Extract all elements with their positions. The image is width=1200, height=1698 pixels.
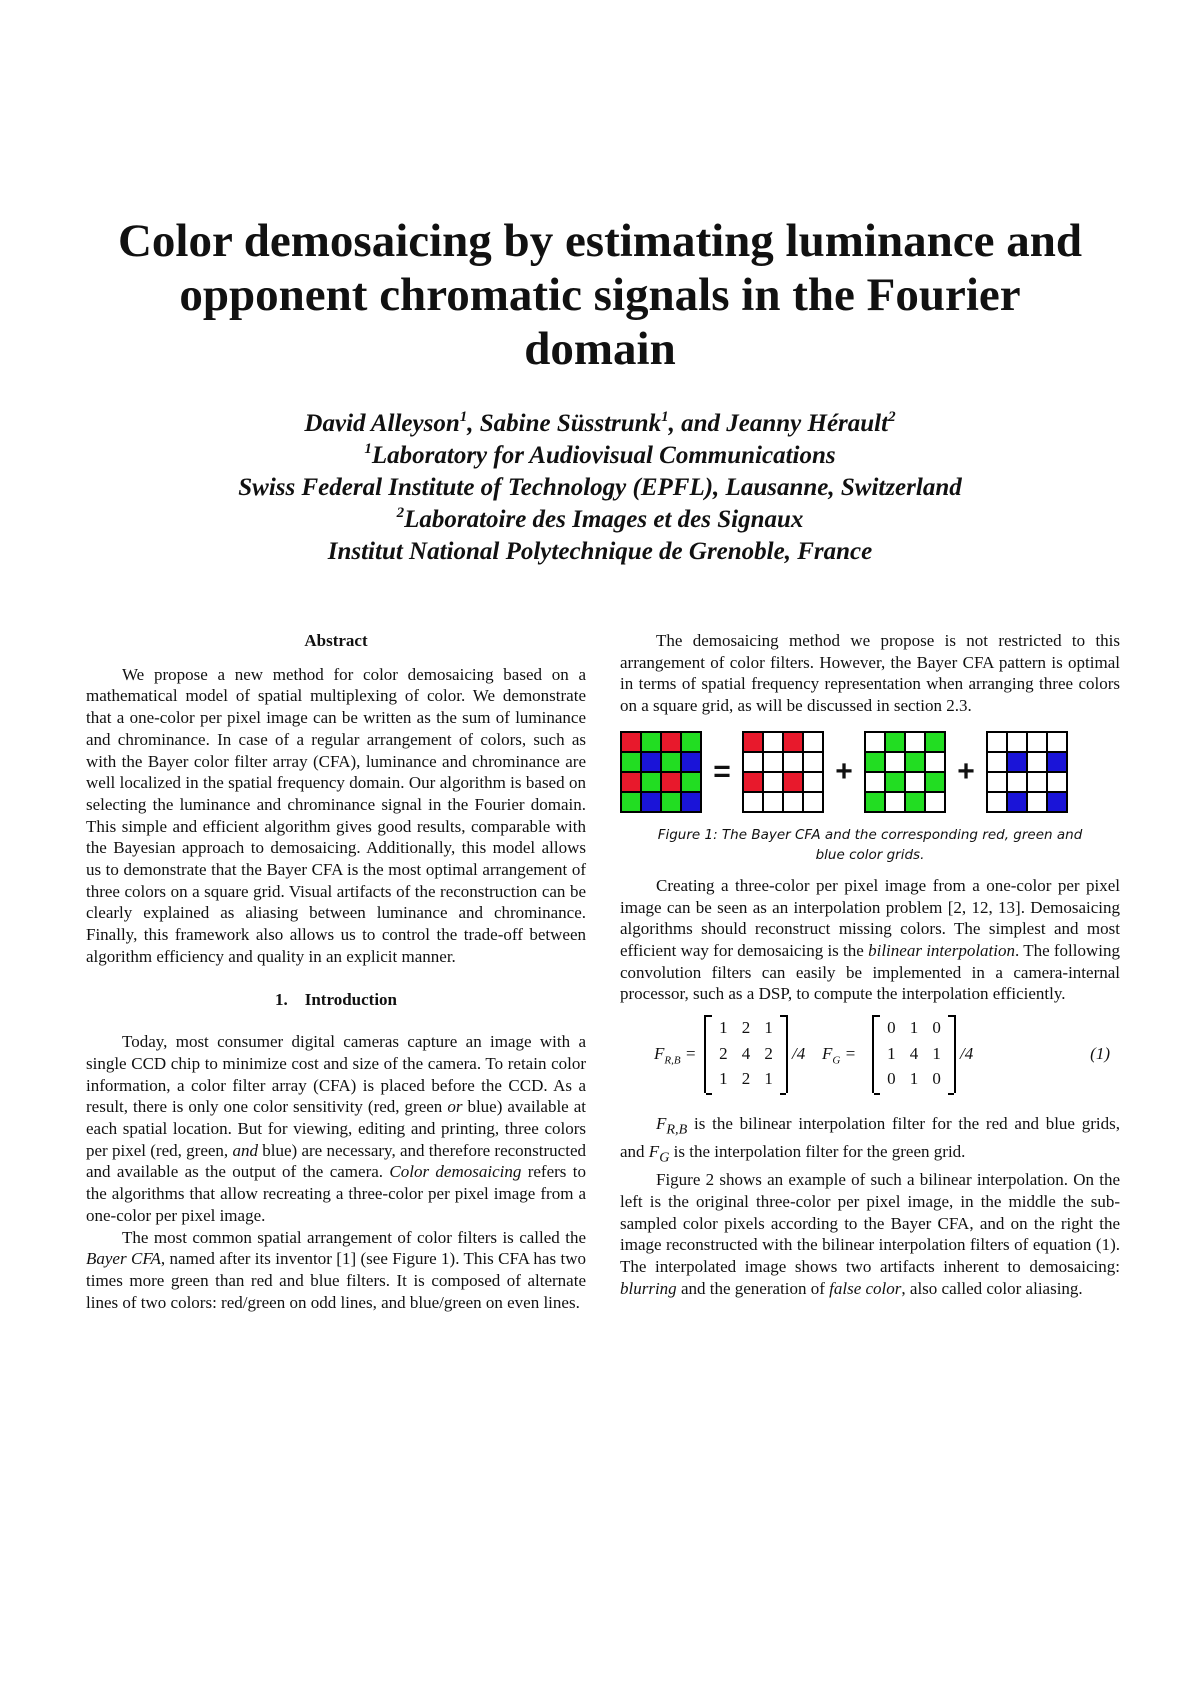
author-1-sup: 1 xyxy=(459,409,468,425)
cfa-cell-empty xyxy=(925,752,945,772)
affiliation-1-name: Laboratory for Audiovisual Communications xyxy=(371,442,836,469)
cfa-cell-empty xyxy=(763,752,783,772)
cfa-cell-empty xyxy=(1047,732,1067,752)
cfa-cell-green xyxy=(661,752,681,772)
author-3-sup: 2 xyxy=(888,409,896,425)
author-block xyxy=(80,408,1120,568)
abstract-text: We propose a new method for color demosaicing based on a mathematical model of spatial multiplexing of color. We demonstrate that a one-color per pixel image can be written as the sum of luminance and chrominance. In case of a regular arrangement of colors, such as with the Bayer color filter array (CFA), luminance and chrominance are well localized in the spatial frequency domain. Our algorithm is based on selecting the luminance and chrominance signal in the Fourier domain. This simple and efficient algorithm gives good results, comparable with the Bayesian approach to demosaicing. Additionally, this model allows us to demonstrate that the Bayer CFA is the most optimal arrangement of three colors on a square grid. Visual artifacts of the reconstruction can be clearly explained as aliasing between luminance and chrominance. Finally, this framework also allows us to control the trade-off between algorithm efficiency and quality in an explicit manner. xyxy=(86,664,586,966)
cfa-cell-blue xyxy=(1007,752,1027,772)
intro-paragraph-1: Today, most consumer digital cameras capture an image with a single CCD chip to minimize cost and size of the camera. To retain color information, a color filter array (CFA) is placed before the CCD. As a result, there is only one color sensitivity (red, green or blue) available at each spatial location. But for viewing, editing and printing, three colors per pixel (red, green, and blue) are necessary, and therefore reconstructed and available as the output of the camera. Color demosaicing refers to the algorithms that allow recreating a three-color per pixel image from a one-color per pixel image. xyxy=(86,1032,586,1225)
frb-label: $F_{R,B}$ = xyxy=(654,1044,697,1067)
cfa-cell-green xyxy=(905,792,925,812)
cfa-cell-empty xyxy=(743,752,763,772)
matrix-cell: 1 xyxy=(764,1018,773,1038)
matrix-cell: 1 xyxy=(719,1069,728,1089)
cfa-cell-red xyxy=(661,772,681,792)
cfa-cell-red xyxy=(661,732,681,752)
affiliation-1b: Swiss Federal Institute of Technology (EPFL), Lausanne, Switzerland xyxy=(238,474,962,501)
matrix-g-divisor: /4 xyxy=(960,1044,974,1064)
cfa-cell-empty xyxy=(865,732,885,752)
cfa-cell-empty xyxy=(865,772,885,792)
cfa-cell-empty xyxy=(1007,772,1027,792)
right-column xyxy=(620,630,1120,1299)
cfa-cell-green xyxy=(641,772,661,792)
cfa-cell-red xyxy=(783,772,803,792)
cfa-cell-empty xyxy=(763,772,783,792)
matrix-cell: 0 xyxy=(932,1069,941,1089)
equation-number: (1) xyxy=(1090,1044,1110,1064)
cfa-cell-empty xyxy=(783,792,803,812)
cfa-cell-red xyxy=(621,732,641,752)
equals-sign: = xyxy=(713,754,731,788)
cfa-cell-empty xyxy=(925,792,945,812)
author-2-sup: 1 xyxy=(661,409,669,425)
matrix-cell: 1 xyxy=(764,1069,773,1089)
cfa-cell-green xyxy=(621,752,641,772)
cfa-cell-empty xyxy=(803,752,823,772)
cfa-cell-blue xyxy=(1047,752,1067,772)
affiliation-2-name: Laboratoire des Images et des Signaux xyxy=(404,506,804,533)
cfa-cell-empty xyxy=(1027,772,1047,792)
matrix-cell: 4 xyxy=(741,1043,751,1063)
cfa-cell-empty xyxy=(885,792,905,812)
cfa-cell-empty xyxy=(803,732,823,752)
right-paragraph-1: The demosaicing method we propose is not restricted to this arrangement of color filters. However, the Bayer CFA pattern is optimal in terms of spatial frequency representation when arranging three colors on a square grid, as will be discussed in section 2.3. xyxy=(620,631,1120,716)
right-paragraph-4: Figure 2 shows an example of such a bilinear interpolation. On the left is the original three-color per pixel image, in the middle the sub-sampled color pixels according to the Bayer CFA, and on the right the image reconstructed with the bilinear interpolation filters of equation (1). The interpolated image shows two artifacts inherent to demosaicing: blurring and the generation of false color, also called color aliasing. xyxy=(620,1170,1120,1298)
matrix-cell: 2 xyxy=(764,1043,773,1063)
bayer-cfa-grid xyxy=(620,731,702,813)
cfa-cell-blue xyxy=(1047,792,1067,812)
matrix-cell: 2 xyxy=(741,1069,751,1089)
introduction-heading: 1. Introduction xyxy=(274,989,397,1009)
cfa-cell-empty xyxy=(987,752,1007,772)
cfa-cell-green xyxy=(641,732,661,752)
cfa-cell-red xyxy=(783,732,803,752)
paper-title xyxy=(80,214,1120,376)
matrix-cell: 4 xyxy=(909,1043,919,1063)
matrix-cell: 1 xyxy=(932,1043,941,1063)
author-2: , Sabine Süsstrunk xyxy=(467,410,662,437)
right-paragraph-3: $F_{R,B}$ is the bilinear interpolation filter for the red and blue grids, and $F_G$ is the interpolation filter for the green grid. xyxy=(620,1114,1120,1166)
cfa-cell-green xyxy=(905,752,925,772)
cfa-cell-green xyxy=(885,732,905,752)
cfa-cell-empty xyxy=(763,732,783,752)
equation-1 xyxy=(620,1015,1120,1101)
right-paragraph-2: Creating a three-color per pixel image from a one-color per pixel image can be seen as an interpolation problem [2, 12, 13]. Demosaicing algorithms should reconstruct missing colors. The simplest and most efficient way for demosaicing is the bilinear interpolation. The following convolution filters can easily be implemented in a camera-internal processor, such as a DSP, to compute the interpolation efficiently. xyxy=(620,875,1120,1004)
title-line-3: domain xyxy=(524,323,676,375)
cfa-cell-red xyxy=(743,772,763,792)
caption-line-2: blue color grids. xyxy=(815,846,925,863)
abstract-heading: Abstract xyxy=(304,631,368,650)
cfa-cell-blue xyxy=(641,752,661,772)
matrix-cell: 2 xyxy=(719,1043,728,1063)
matrix-g xyxy=(872,1015,956,1093)
matrix-cell: 1 xyxy=(887,1043,896,1063)
intro-paragraph-2: The most common spatial arrangement of color filters is called the Bayer CFA, named after its inventor [1] (see Figure 1). This CFA has two times more green than red and blue filters. It is composed of alternate lines of two colors: red/green on odd lines, and blue/green on even lines. xyxy=(86,1227,586,1312)
author-line xyxy=(80,408,1120,440)
cfa-cell-empty xyxy=(1047,772,1067,792)
cfa-cell-empty xyxy=(987,792,1007,812)
matrix-cell: 2 xyxy=(741,1018,751,1038)
cfa-cell-red xyxy=(621,772,641,792)
affiliation-2b: Institut National Polytechnique de Grenoble, France xyxy=(327,538,873,565)
cfa-cell-empty xyxy=(783,752,803,772)
matrix-cell: 0 xyxy=(887,1018,896,1038)
fg-label: $F_G$ = xyxy=(822,1044,857,1067)
affiliation-1 xyxy=(80,440,1120,472)
cfa-cell-red xyxy=(743,732,763,752)
blue-grid xyxy=(986,731,1068,813)
cfa-cell-empty xyxy=(1007,732,1027,752)
cfa-cell-green xyxy=(681,732,701,752)
matrix-cell: 0 xyxy=(932,1018,941,1038)
cfa-cell-green xyxy=(885,772,905,792)
cfa-cell-green xyxy=(661,792,681,812)
cfa-cell-green xyxy=(865,752,885,772)
author-3: , and Jeanny Hérault xyxy=(668,410,889,437)
cfa-cell-empty xyxy=(1027,752,1047,772)
red-grid xyxy=(742,731,824,813)
green-grid xyxy=(864,731,946,813)
plus-sign-2: + xyxy=(957,754,975,788)
affiliation-1-sup: 1 xyxy=(364,441,372,457)
matrix-cell: 1 xyxy=(909,1018,919,1038)
cfa-cell-blue xyxy=(641,792,661,812)
affiliation-2-sup: 2 xyxy=(396,505,405,521)
cfa-cell-green xyxy=(621,792,641,812)
matrix-cell: 1 xyxy=(909,1069,919,1089)
cfa-cell-empty xyxy=(1027,732,1047,752)
cfa-cell-empty xyxy=(987,772,1007,792)
cfa-cell-green xyxy=(681,772,701,792)
figure-1-caption xyxy=(620,825,1120,865)
bayer-figure xyxy=(620,727,1120,817)
cfa-cell-empty xyxy=(803,772,823,792)
cfa-cell-green xyxy=(925,732,945,752)
matrix-cell: 0 xyxy=(887,1069,896,1089)
cfa-cell-empty xyxy=(1027,792,1047,812)
plus-sign-1: + xyxy=(835,754,853,788)
cfa-cell-empty xyxy=(905,732,925,752)
title-line-1: Color demosaicing by estimating luminance and xyxy=(117,215,1082,267)
title-line-2: opponent chromatic signals in the Fourier xyxy=(179,269,1021,321)
matrix-cell: 1 xyxy=(719,1018,728,1038)
matrix-rb xyxy=(704,1015,788,1093)
cfa-cell-green xyxy=(925,772,945,792)
cfa-cell-empty xyxy=(905,772,925,792)
cfa-cell-empty xyxy=(803,792,823,812)
caption-line-1: Figure 1: The Bayer CFA and the corresponding red, green and xyxy=(657,826,1083,843)
left-column xyxy=(86,630,586,1313)
cfa-cell-empty xyxy=(885,752,905,772)
cfa-cell-empty xyxy=(743,792,763,812)
affiliation-2 xyxy=(80,504,1120,536)
cfa-cell-blue xyxy=(1007,792,1027,812)
cfa-cell-green xyxy=(865,792,885,812)
cfa-cell-blue xyxy=(681,752,701,772)
matrix-rb-divisor: /4 xyxy=(792,1044,806,1064)
author-1: David Alleyson xyxy=(304,410,460,437)
cfa-cell-blue xyxy=(681,792,701,812)
cfa-cell-empty xyxy=(987,732,1007,752)
cfa-cell-empty xyxy=(763,792,783,812)
